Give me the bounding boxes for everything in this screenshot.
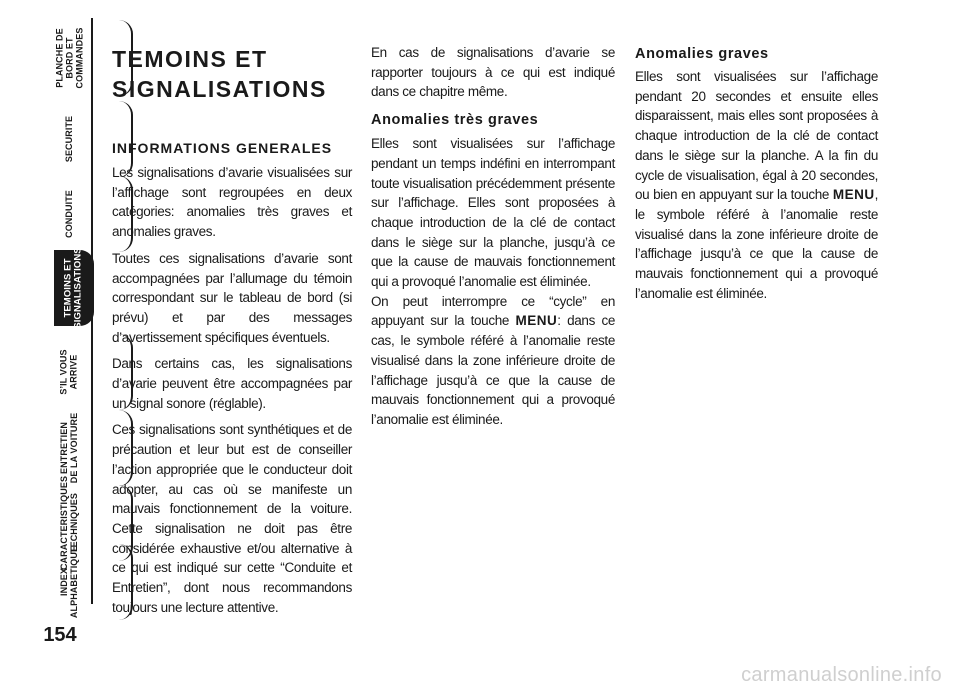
menu-key-label: MENU (515, 313, 558, 329)
tab-index[interactable] (37, 544, 101, 620)
tab-label: S’IL VOUS ARRIVE (59, 349, 79, 395)
paragraph: Toutes ces signalisations d’avarie sont accompagnées par l’allumage du témoin correspondant sur le tableau de bord (si prévu) et par des messages d’avertissement spécifiques éventuels. (112, 250, 352, 345)
column-3 (635, 0, 878, 303)
page-title-line-1: TEMOINS ET (112, 46, 268, 72)
watermark: carmanualsonline.info (741, 664, 942, 686)
tab-planche-de-bord[interactable] (37, 20, 101, 96)
section-heading-anomalies-tres-graves: Anomalies très graves (371, 112, 539, 129)
chapter-navigation (0, 0, 100, 692)
tab-temoins-et-signalisations[interactable] (54, 247, 94, 329)
page-title (112, 44, 352, 104)
tab-label: CARACTERISTIQUES TECHNIQUES (59, 475, 80, 571)
tab-entretien[interactable] (37, 410, 101, 486)
paragraph: Elles sont visualisées sur l’affichage pendant 20 secondes et ensuite elles disparaissent, mais elles sont proposées à chaque introduction de la clé de contact dans le siège sur la planche. A la fin du cycle de visualisation, égal à 20 secondes, ou bien en appuyant sur la touche MENU, le symbole référé à l’anomalie reste visualisé dans la zone inférieure droite de l’affichage jusqu’à ce que la cause de mauvais fonctionnement qui a provoqué l’anomalie est éliminée. (635, 69, 878, 301)
menu-key-label: MENU (832, 187, 875, 203)
page-number: 154 (43, 624, 77, 646)
tab-conduite[interactable] (37, 176, 101, 252)
tab-label: ENTRETIEN DE LA VOITURE (59, 412, 80, 484)
intro-paragraph: En cas de signalisations d’avarie se rapporter toujours à ce qui est indiqué dans ce chapitre même. (371, 45, 615, 100)
tab-sil-vous-arrive[interactable] (37, 334, 101, 410)
tab-label: TEMOINS ET SIGNALISATIONS (63, 247, 85, 329)
section-heading-informations: INFORMATIONS GENERALES (112, 140, 333, 156)
tab-label: PLANCHE DE BORD ET COMMANDES (54, 27, 84, 89)
tab-label: INDEX ALPHABETIQUE (59, 545, 80, 619)
column-1 (112, 0, 352, 617)
paragraph: On peut interrompre ce “cycle” en appuyant sur la touche MENU: dans ce cas, le symbole référé à l’anomalie reste visualisé dans la zone inférieure droite de l’affichage jusqu’à ce que la cause de mauvais fonctionnement qui a provoqué l’anomalie est éliminée. (371, 293, 616, 427)
tab-label: CONDUITE (64, 190, 74, 238)
paragraph: Elles sont visualisées sur l’affichage pendant un temps indéfini en interrompant toute visualisation précédemment présente sur l’affichage. Elles sont proposées à chaque introduction de la clé de contact dans le siège sur la planche, jusqu’à ce que la cause de mauvais fonctionnement qui a provoqué l’anomalie est éliminée. (371, 136, 615, 290)
paragraph: Ces signalisations sont synthétiques et de précaution et leur but est de conseiller l’action appropriée que le conducteur doit adopter, au cas où se manifeste un mauvais fonctionnement de la voiture. Cette signalisation ne doit pas être considérée exhaustive et/ou alternative à ce qui est indiqué sur cette “Conduite et Entretien”, dont nous recommandons toujours une lecture attentive. (112, 422, 352, 615)
paragraph: Les signalisations d’avarie visualisées sur l’affichage sont regroupées en deux catégories: anomalies très graves et anomalies graves. (112, 165, 352, 240)
page-title-line-2: SIGNALISATIONS (112, 76, 327, 102)
tab-securite[interactable] (37, 101, 101, 177)
column-2 (371, 0, 615, 430)
paragraph: Dans certains cas, les signalisations d’avarie peuvent être accompagnées par un signal sonore (réglable). (112, 356, 352, 411)
tab-label: SECURITE (64, 115, 74, 163)
section-heading-anomalies-graves: Anomalies graves (635, 46, 769, 62)
